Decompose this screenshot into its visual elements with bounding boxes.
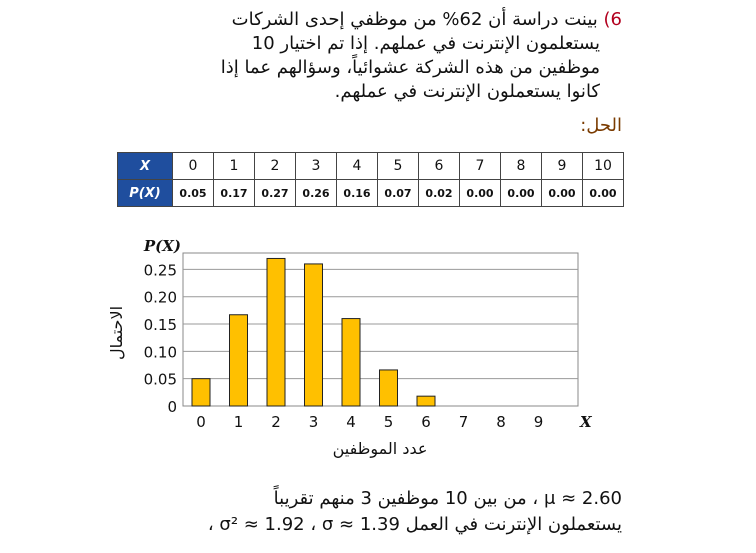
x-cell: 0 bbox=[173, 153, 214, 180]
probability-chart bbox=[0, 236, 756, 476]
problem-line-2: يستعلمون الإنترنت في عملهم. إذا تم اختيار 10 bbox=[251, 33, 600, 54]
problem-line-3: موظفين من هذه الشركة عشوائياً، وسؤالهم عما إذا bbox=[220, 57, 600, 78]
x-cell: 3 bbox=[296, 153, 337, 180]
p-header: P(X) bbox=[118, 180, 173, 207]
x-tick-label: 0 bbox=[196, 413, 206, 431]
p-cell: 0.05 bbox=[173, 180, 214, 207]
x-tick-label: 4 bbox=[346, 413, 356, 431]
x-cell: 9 bbox=[542, 153, 583, 180]
x-tick-label: 5 bbox=[383, 413, 394, 431]
x-tick-label: 7 bbox=[458, 413, 469, 431]
problem-text-1: بينت دراسة أن 62% من موظفي إحدى الشركات bbox=[231, 9, 598, 30]
solution-label: الحل: bbox=[580, 115, 622, 136]
problem-line-1 bbox=[102, 8, 622, 32]
x-cell: 8 bbox=[501, 153, 542, 180]
problem-statement bbox=[102, 8, 622, 104]
p-row bbox=[118, 180, 624, 207]
p-cell: 0.00 bbox=[501, 180, 542, 207]
y-tick-label: 0.10 bbox=[143, 343, 177, 362]
answer-line-2: يستعملون الإنترنت في العمل σ² ≈ 1.92 ، σ ≈ 1.39 ، bbox=[207, 514, 622, 535]
bar bbox=[342, 319, 360, 406]
y-tick-label: 0.20 bbox=[143, 288, 177, 307]
p-cell: 0.02 bbox=[419, 180, 460, 207]
problem-number: 6) bbox=[603, 9, 622, 30]
answer-line-1: μ ≈ 2.60 ، من بين 10 موظفين 3 منهم تقريباً bbox=[273, 488, 622, 509]
p-cell: 0.07 bbox=[378, 180, 419, 207]
x-cell: 5 bbox=[378, 153, 419, 180]
x-tick-label: 8 bbox=[496, 413, 506, 431]
x-row bbox=[118, 153, 624, 180]
p-cell: 0.17 bbox=[214, 180, 255, 207]
p-cell: 0.00 bbox=[460, 180, 501, 207]
x-axis-label: عدد الموظفين bbox=[332, 439, 428, 458]
p-cell: 0.00 bbox=[583, 180, 624, 207]
y-tick-label: 0.25 bbox=[143, 261, 177, 280]
y-tick-label: 0.15 bbox=[143, 316, 177, 335]
bar bbox=[267, 258, 285, 406]
x-header: X bbox=[118, 153, 173, 180]
x-cell: 2 bbox=[255, 153, 296, 180]
y-tick-label: 0.05 bbox=[143, 370, 177, 389]
y-tick-label: 0 bbox=[167, 398, 177, 416]
bar bbox=[230, 315, 248, 406]
x-cell: 7 bbox=[460, 153, 501, 180]
x-cell: 10 bbox=[583, 153, 624, 180]
bar bbox=[192, 379, 210, 406]
x-tick-label: 2 bbox=[271, 413, 281, 431]
bar bbox=[417, 396, 435, 406]
x-cell: 6 bbox=[419, 153, 460, 180]
x-tick-label: 3 bbox=[308, 413, 319, 431]
y-axis-symbol: P(X) bbox=[143, 237, 181, 255]
bar bbox=[305, 264, 323, 406]
p-cell: 0.27 bbox=[255, 180, 296, 207]
y-axis-label: الاحتمال bbox=[107, 305, 126, 361]
bar bbox=[380, 370, 398, 406]
p-cell: 0.16 bbox=[337, 180, 378, 207]
p-cell: 0.00 bbox=[542, 180, 583, 207]
problem-line-4: كانوا يستعملون الإنترنت في عملهم. bbox=[334, 81, 600, 102]
x-tick-label: 9 bbox=[533, 413, 544, 431]
x-tick-label: 6 bbox=[421, 413, 431, 431]
x-cell: 1 bbox=[214, 153, 255, 180]
probability-table bbox=[117, 152, 624, 207]
p-cell: 0.26 bbox=[296, 180, 337, 207]
x-axis-symbol: X bbox=[580, 413, 592, 431]
x-tick-label: 1 bbox=[233, 413, 244, 431]
x-cell: 4 bbox=[337, 153, 378, 180]
